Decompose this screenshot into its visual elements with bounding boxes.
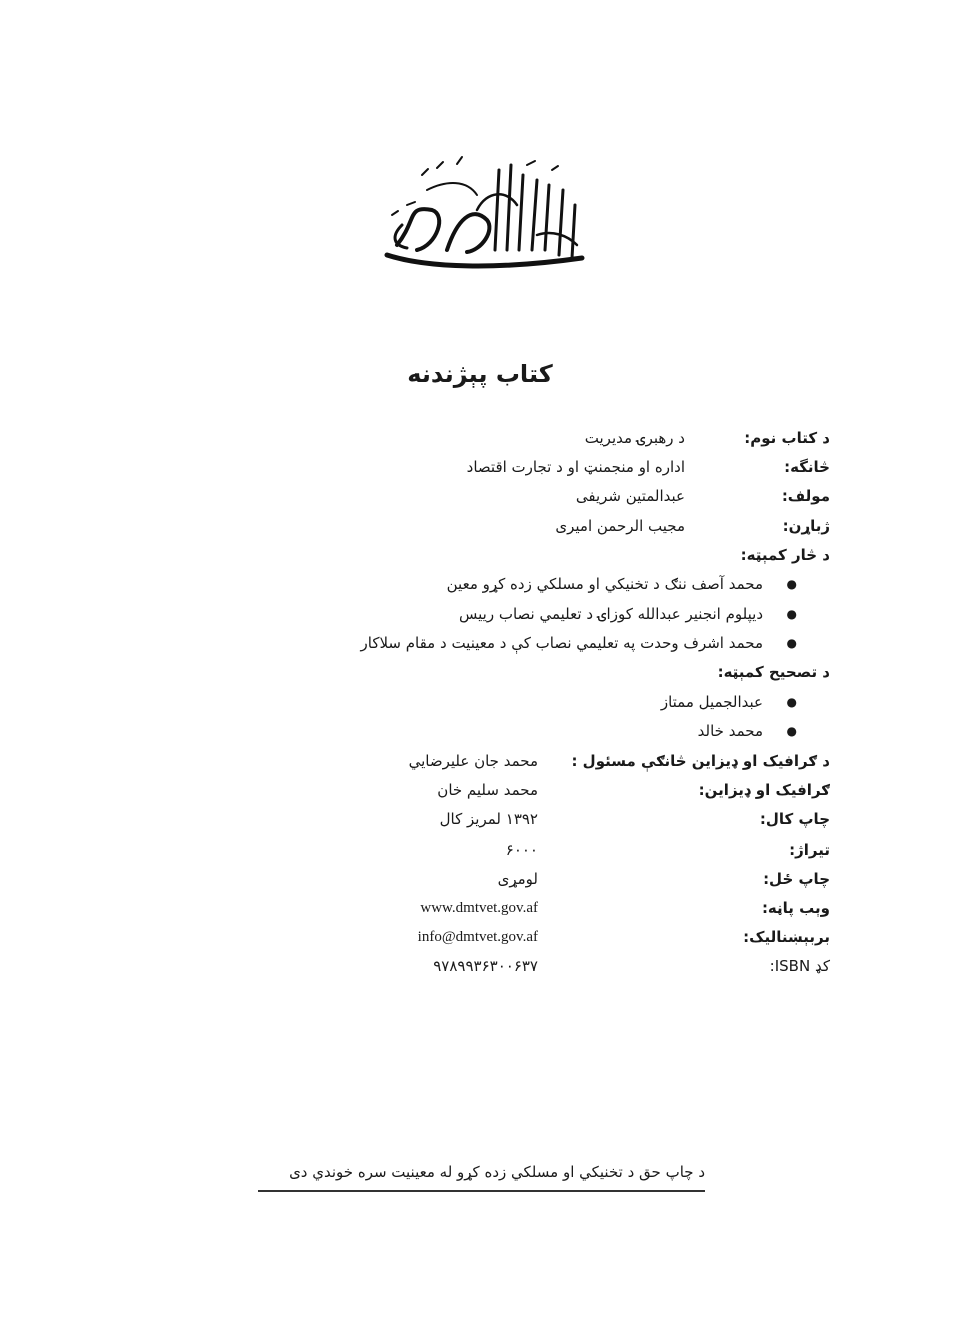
info-label: چاپ کال: [759, 810, 830, 828]
page-title: کتاب پېژندنه [407, 360, 553, 388]
info-value: ۹۷۸۹۹۳۶۳۰۰۶۳۷ [433, 957, 538, 975]
info-label: د کتاب نوم: [744, 429, 830, 447]
info-label: چاپ ځل: [763, 870, 830, 888]
committee-member: عبدالجمیل ممتاز [660, 693, 763, 711]
info-value: محمد جان علیرضایي [408, 752, 538, 770]
bullet-icon: ● [786, 636, 797, 650]
bullet-icon: ● [786, 695, 797, 709]
basmala-calligraphy [377, 150, 592, 280]
review-committee-heading: د څار کمېټه: [740, 546, 830, 564]
info-label: کډ ISBN: [769, 957, 830, 975]
correction-committee-heading: د تصحیح کمېټه: [717, 663, 830, 681]
email-link[interactable]: info@dmtvet.gov.af [417, 929, 538, 945]
committee-member: محمد آصف ننګ د تخنیکي او مسلکي زده کړو معین [446, 575, 763, 593]
info-value: ۱۳۹۲ لمریز کال [439, 810, 538, 828]
info-label: څانگه: [784, 458, 830, 476]
info-value: اداره او منجمنټ او د تجارت اقتصاد [466, 458, 685, 476]
bullet-icon: ● [786, 577, 797, 591]
info-value: د رهبرۍ مدیریت [584, 429, 685, 447]
info-value: ۶۰۰۰ [505, 841, 538, 859]
info-label: بربېښنالیک: [743, 928, 830, 946]
committee-member: دیپلوم انجنیر عبدالله کوزاۍ د تعلیمي نصاب رییس [459, 605, 763, 623]
bullet-icon: ● [786, 607, 797, 621]
info-label: مولف: [781, 487, 830, 505]
info-label: تیراژ: [789, 841, 830, 859]
info-value: لومړی [497, 870, 538, 888]
bullet-icon: ● [786, 724, 797, 738]
info-label: ګرافیک او ډیزاین: [698, 781, 830, 799]
info-label: وېب پاڼه: [761, 899, 830, 917]
info-label: د ګرافیک او ډیزاین څانګې مسئول : [571, 752, 830, 770]
committee-member: محمد خالد [697, 722, 763, 740]
info-value: مجیب الرحمن امیری [555, 517, 685, 535]
committee-member: محمد اشرف وحدت په تعلیمي نصاب کې د معینیت د مقام سلاکار [360, 634, 763, 652]
info-value: محمد سلیم خان [437, 781, 538, 799]
copyright-notice: د چاپ حق د تخنیکي او مسلکي زده کړو له معینیت سره خوندي دی [258, 1160, 705, 1192]
website-link[interactable]: www.dmtvet.gov.af [420, 900, 538, 916]
info-value: عبدالمتین شریفی [575, 487, 685, 505]
info-label: ژباړن: [782, 517, 830, 535]
